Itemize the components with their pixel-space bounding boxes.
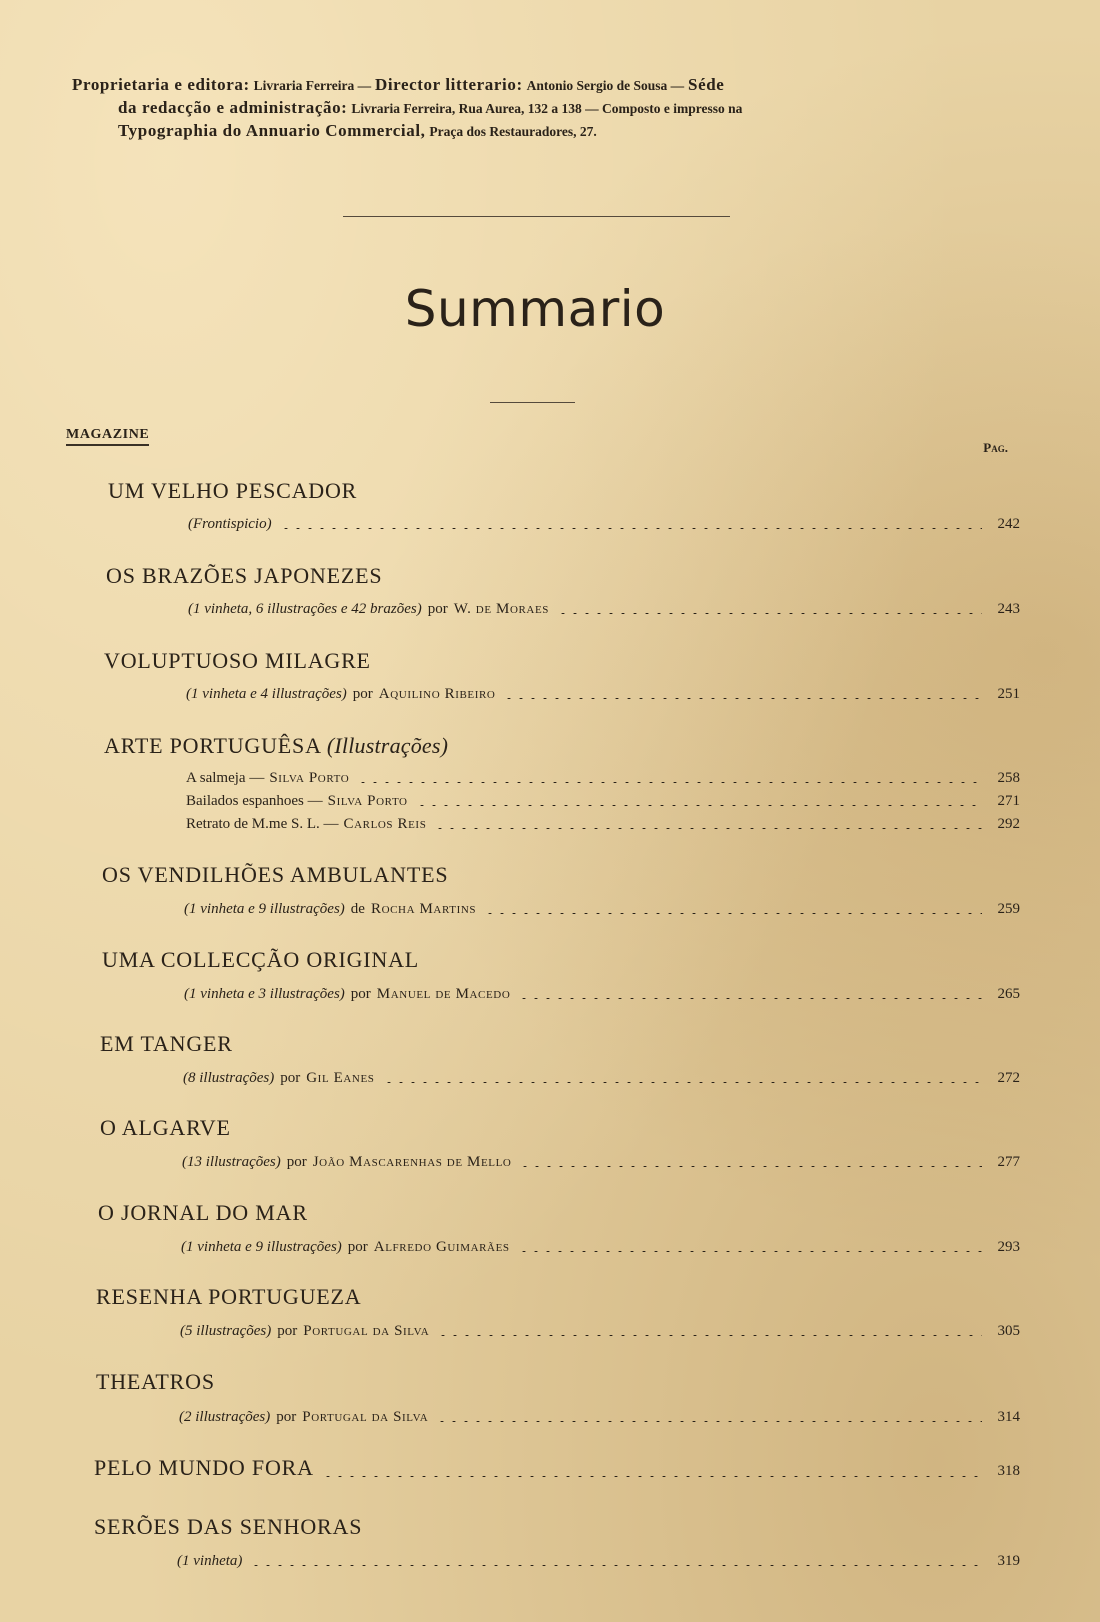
entry-description: (Frontispicio) [188, 516, 272, 532]
dot-leader [503, 698, 982, 699]
entry-author: Rocha Martins [370, 901, 477, 917]
dot-leader [280, 528, 982, 529]
entry-description: (1 vinheta e 9 illustrações) [184, 901, 345, 917]
page-title: Summario [404, 280, 666, 338]
entry-title: OS BRAZÕES JAPONEZES [106, 563, 383, 588]
entry-line [188, 601, 1020, 618]
section-label: MAGAZINE [66, 427, 149, 446]
entry-page: 314 [997, 1409, 1020, 1425]
entry-title: VOLUPTUOSO MILAGRE [104, 648, 371, 673]
sub-entry-name: Retrato de M.me S. L. — [186, 816, 339, 832]
sub-entry-page: 271 [997, 793, 1020, 809]
entry-page: 272 [997, 1070, 1020, 1086]
dot-leader [416, 805, 982, 806]
entry-title: O ALGARVE [100, 1115, 231, 1140]
entry-page: 305 [997, 1323, 1020, 1339]
entry-description: (1 vinheta e 4 illustrações) [186, 686, 347, 702]
entry-description: (1 vinheta) [177, 1553, 243, 1569]
entry-page: 265 [997, 986, 1020, 1002]
entry-description: (1 vinheta e 9 illustrações) [181, 1239, 342, 1255]
sub-entry-line [186, 770, 1020, 787]
entry-line [179, 1409, 1020, 1426]
dot-leader [518, 998, 982, 999]
entry-description: (13 illustrações) [182, 1154, 281, 1170]
entry-page: 242 [997, 516, 1020, 532]
sub-entry-name: Bailados espanhoes — [186, 793, 323, 809]
entry-author: Portugal da Silva [303, 1323, 430, 1339]
entry-author: Manuel de Macedo [376, 986, 511, 1002]
entry-page: 318 [997, 1463, 1020, 1479]
entry-page: 259 [997, 901, 1020, 917]
entry-title: PELO MUNDO FORA [94, 1455, 314, 1480]
dot-leader [322, 1476, 982, 1477]
sub-entry-author: Silva Porto [327, 793, 408, 809]
entry-page: 319 [997, 1553, 1020, 1569]
page-column-label: Pag. [983, 440, 1008, 455]
entry-description: (5 illustrações) [180, 1323, 272, 1339]
sub-entry-line [186, 793, 1020, 810]
entry-title-text: ARTE PORTUGUÊSA [104, 733, 321, 758]
imprint-director: Antonio Sergio de Sousa — [526, 78, 685, 93]
sub-entry-author: Silva Porto [269, 770, 350, 786]
dot-leader [437, 1335, 982, 1336]
dot-leader [436, 1421, 982, 1422]
imprint-printer-label: Typographia do Annuario Commercial, [118, 121, 426, 140]
entry-description: (1 vinheta e 3 illustrações) [184, 986, 345, 1002]
entry-connector: por [427, 601, 448, 617]
entry-author: Alfredo Guimarães [373, 1239, 510, 1255]
sub-entry-line [186, 816, 1020, 833]
entry-connector: por [350, 986, 371, 1002]
entry-title [104, 733, 448, 759]
entry-author: Portugal da Silva [302, 1409, 429, 1425]
entry-connector: de [350, 901, 365, 917]
imprint-publisher-label: Proprietaria e editora: [72, 75, 250, 94]
dot-leader [484, 913, 982, 914]
entry-page: 251 [997, 686, 1020, 702]
imprint-publisher: Livraria Ferreira — [253, 78, 372, 93]
entry-title: RESENHA PORTUGUEZA [96, 1284, 362, 1309]
dot-leader [357, 782, 982, 783]
entry-line [186, 686, 1020, 703]
entry-line [184, 901, 1020, 918]
entry-line [181, 1239, 1020, 1256]
entry-page: 243 [997, 601, 1020, 617]
entry-line [180, 1323, 1020, 1340]
entry-author: João Mascarenhas de Mello [312, 1154, 512, 1170]
entry-line [188, 516, 1020, 533]
entry-description: (1 vinheta, 6 illustrações e 42 brazões) [188, 601, 422, 617]
entry-author: Aquilino Ribeiro [378, 686, 496, 702]
entry-connector: por [286, 1154, 307, 1170]
dot-leader [519, 1166, 982, 1167]
sub-entry-page: 258 [997, 770, 1020, 786]
entry-connector: por [277, 1323, 298, 1339]
entry-title: O JORNAL DO MAR [98, 1200, 308, 1225]
entry-line [177, 1553, 1020, 1570]
dot-leader [250, 1565, 982, 1566]
entry-connector: por [347, 1239, 368, 1255]
entry-title: OS VENDILHÕES AMBULANTES [102, 862, 449, 887]
imprint-address: Livraria Ferreira, Rua Aurea, 132 a 138 — Composto e impresso na [351, 101, 743, 116]
sub-entry-name: A salmeja — [186, 770, 265, 786]
entry-line [182, 1154, 1020, 1171]
entry-title: UM VELHO PESCADOR [108, 478, 358, 503]
entry-connector: por [352, 686, 373, 702]
dot-leader [557, 613, 982, 614]
entry-author: W. de Moraes [453, 601, 550, 617]
entry-title: THEATROS [96, 1369, 215, 1394]
sub-entry-page: 292 [997, 816, 1020, 832]
entry-description: (8 illustrações) [183, 1070, 275, 1086]
sub-entry-author: Carlos Reis [343, 816, 427, 832]
entry-connector: por [280, 1070, 301, 1086]
entry-description: (2 illustrações) [179, 1409, 271, 1425]
dot-leader [518, 1251, 982, 1252]
imprint-printer-address: Praça dos Restauradores, 27. [429, 124, 597, 139]
entry-page: 293 [997, 1239, 1020, 1255]
entry-line [94, 1455, 1020, 1481]
entry-connector: por [276, 1409, 297, 1425]
imprint-seat-label: Séde [688, 75, 725, 94]
entry-title: SERÕES DAS SENHORAS [94, 1514, 363, 1539]
entry-line [183, 1070, 1020, 1087]
entry-author: Gil Eanes [306, 1070, 375, 1086]
entry-title: UMA COLLECÇÃO ORIGINAL [102, 947, 420, 972]
imprint-director-label: Director litterario: [374, 75, 523, 94]
imprint-administration-label: da redacção e administração: [118, 98, 348, 117]
entry-title: EM TANGER [100, 1031, 233, 1056]
entry-page: 277 [997, 1154, 1020, 1170]
entry-line [184, 986, 1020, 1003]
dot-leader [434, 828, 982, 829]
entry-title-note: (Illustrações) [326, 733, 449, 758]
dot-leader [383, 1082, 982, 1083]
